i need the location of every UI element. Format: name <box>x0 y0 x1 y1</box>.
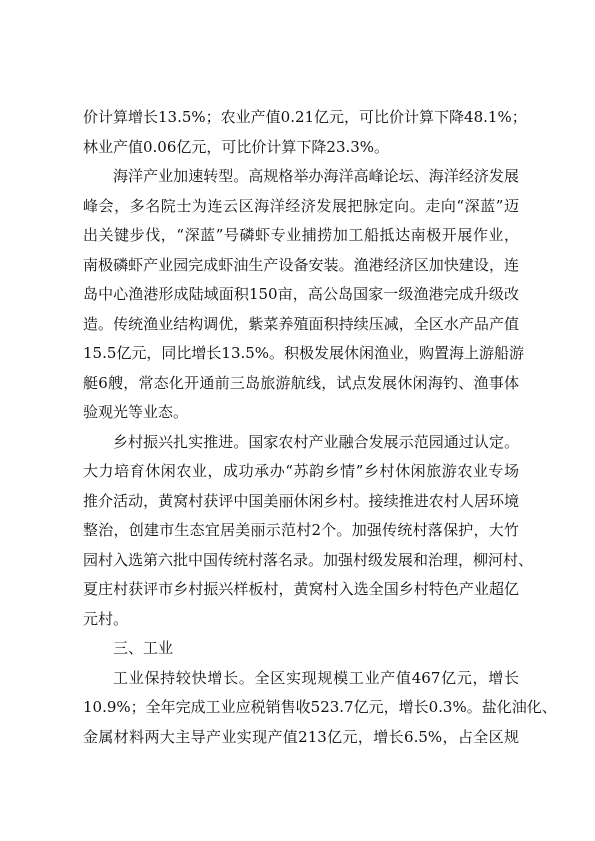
paragraph-first-line: 工业保持较快增长。全区实现规模工业产值467亿元，增长 <box>113 669 519 687</box>
text-line: 元村。 <box>83 610 129 628</box>
text-line: 艇6艘，常态化开通前三岛旅游航线，试点发展休闲海钓、渔事体 <box>83 374 519 392</box>
text-line: 金属材料两大主导产业实现产值213亿元，增长6.5%，占全区规 <box>83 728 519 746</box>
text-line: 岛中心渔港形成陆域面积150亩，高公岛国家一级渔港完成升级改 <box>83 285 519 303</box>
text-line: 推介活动，黄窝村获评中国美丽休闲乡村。接续推进农村人居环境 <box>83 492 519 510</box>
paragraph-first-line: 乡村振兴扎实推进。国家农村产业融合发展示范园通过认定。 <box>113 433 519 451</box>
text-line: 南极磷虾产业园完成虾油生产设备安装。渔港经济区加快建设，连 <box>83 256 519 274</box>
text-line: 林业产值0.06亿元，可比价计算下降23.3%。 <box>83 138 390 156</box>
text-line: 整治，创建市生态宜居美丽示范村2个。加强传统村落保护，大竹 <box>83 521 519 539</box>
text-line: 大力培育休闲农业，成功承办“苏韵乡情”乡村休闲旅游农业专场 <box>83 462 519 480</box>
text-line: 价计算增长13.5%；农业产值0.21亿元，可比价计算下降48.1%； <box>83 108 527 126</box>
section-heading: 三、工业 <box>113 639 174 657</box>
text-line: 园村入选第六批中国传统村落名录。加强村级发展和治理，柳河村、 <box>83 551 534 569</box>
text-line: 10.9%；全年完成工业应税销售收523.7亿元，增长0.3%。盐化油化、 <box>83 698 557 716</box>
paragraph-first-line: 海洋产业加速转型。高规格举办海洋高峰论坛、海洋经济发展 <box>113 167 519 185</box>
text-line: 15.5亿元，同比增长13.5%。积极发展休闲渔业，购置海上游船游 <box>83 344 525 362</box>
text-line: 造。传统渔业结构调优，紫菜养殖面积持续压减，全区水产品产值 <box>83 315 519 333</box>
text-line: 峰会，多名院士为连云区海洋经济发展把脉定向。走向“深蓝”迈 <box>83 197 519 215</box>
text-line: 验观光等业态。 <box>83 403 189 421</box>
text-line: 出关键步伐，“深蓝”号磷虾专业捕捞加工船抵达南极开展作业， <box>83 226 519 244</box>
text-line: 夏庄村获评市乡村振兴样板村，黄窝村入选全国乡村特色产业超亿 <box>83 580 519 598</box>
